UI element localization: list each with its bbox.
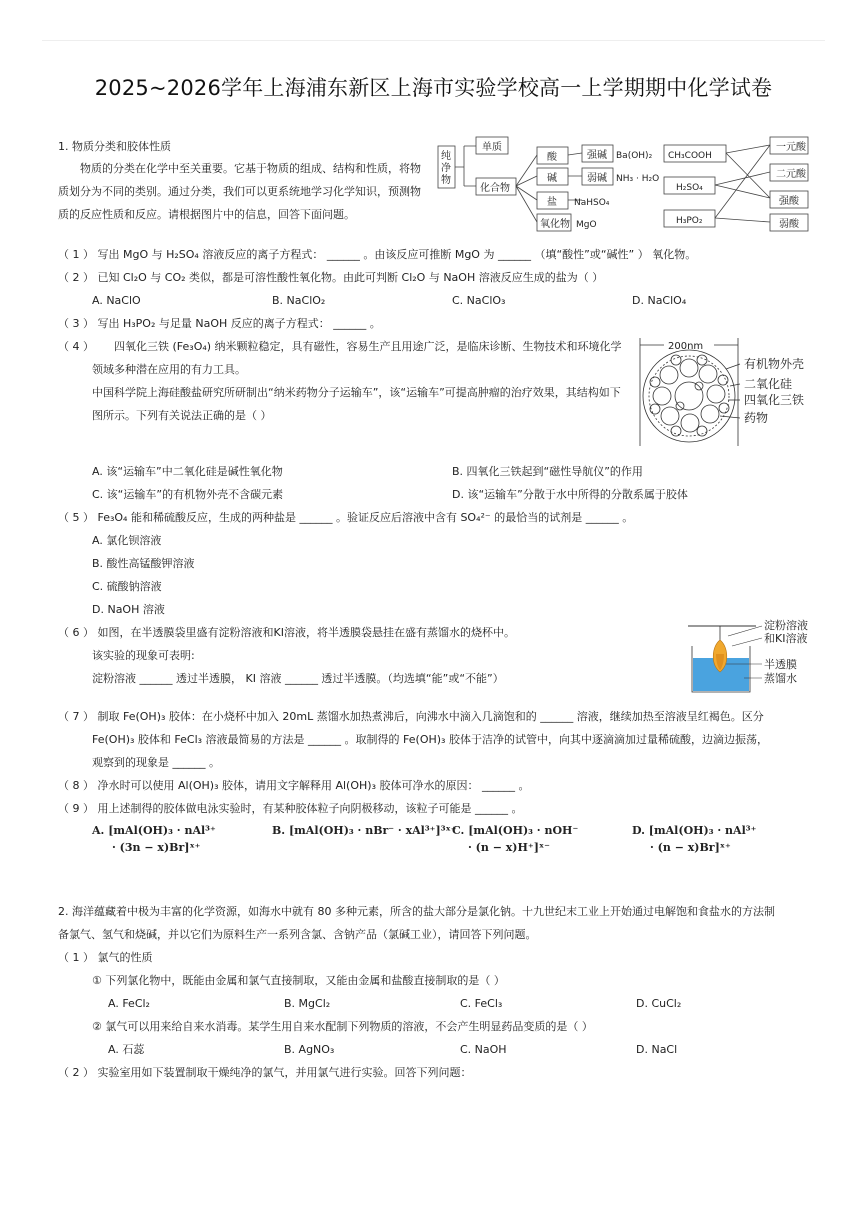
q1-sub4-number: （ 4 ） [58, 340, 94, 353]
q2-sub1-q1-option-b[interactable]: B. MgCl₂ [284, 997, 331, 1010]
q2-sub1-q2-option-c[interactable]: C. NaOH [460, 1043, 507, 1056]
nano-label-silica: 二氧化硅 [744, 377, 793, 391]
q1-sub9-option-d-cont: · (n − x)Br]ˣ⁺ [650, 841, 731, 854]
q1-sub9-option-c[interactable]: C. [mAl(OH)₃ · nOH⁻ [452, 824, 579, 837]
q1-sub2: （ 2 ） 已知 Cl₂O 与 CO₂ 类似，都是可溶性酸性氧化物。由此可判断 Cl₂O 与 NaOH 溶液反应生成的盐为（ ） [58, 271, 604, 284]
chart-example-nahso4: NaHSO₄ [574, 198, 610, 208]
q1-sub9-option-d[interactable]: D. [mAl(OH)₃ · nAl³⁺ [632, 824, 757, 837]
q1-sub5-option-b[interactable]: B. 酸性高锰酸钾溶液 [92, 557, 195, 570]
chart-node-base: 碱 [547, 173, 557, 184]
q1-sub5: （ 5 ） Fe₃O₄ 能和稀硫酸反应，生成的两种盐是 ______ 。验证反应后溶液中含有 SO₄²⁻ 的最恰当的试剂是 ______ 。 [58, 511, 634, 524]
chart-example-nh3h2o: NH₃ · H₂O [616, 174, 660, 184]
header-divider [42, 40, 825, 41]
q1-sub6-line1: （ 6 ） 如图，在半透膜袋里盛有淀粉溶液和KI溶液，将半透膜袋悬挂在盛有蒸馏水的烧杯中。 [58, 626, 515, 639]
chart-node-weak-base: 弱碱 [587, 173, 607, 184]
nano-label-fe3o4: 四氧化三铁 [744, 393, 805, 407]
q1-heading: 1. 物质分类和胶体性质 [58, 140, 171, 153]
chart-type-monoprotic: 一元酸 [776, 142, 806, 153]
q2-sub1-q2-option-a[interactable]: A. 石蕊 [108, 1043, 145, 1056]
q1-sub7-line3: 观察到的现象是 ______ 。 [92, 756, 220, 769]
q1-sub2-option-a[interactable]: A. NaClO [92, 294, 141, 307]
q2-sub1-q1-option-a[interactable]: A. FeCl₂ [108, 997, 150, 1010]
nano-scale-label: 200nm [668, 341, 704, 352]
nano-label-shell: 有机物外壳 [744, 357, 805, 371]
chart-root-3: 物 [441, 175, 451, 186]
q1-sub2-option-d[interactable]: D. NaClO₄ [632, 294, 687, 307]
chart-node-strong-base: 强碱 [587, 150, 607, 161]
q1-sub4-option-a[interactable]: A. 该“运输车”中二氧化硅是碱性氧化物 [92, 465, 283, 478]
beaker-label-ki: 和KI溶液 [764, 632, 808, 645]
q1-sub2-option-c[interactable]: C. NaClO₃ [452, 294, 506, 307]
beaker-label-water: 蒸馏水 [764, 672, 797, 685]
chart-node-elemental: 单质 [482, 142, 502, 153]
q1-sub8: （ 8 ） 净水时可以使用 Al(OH)₃ 胶体，请用文字解释用 Al(OH)₃ 胶体可净水的原因： ______ 。 [58, 779, 530, 792]
q2-intro-line1: 2. 海洋蕴藏着中极为丰富的化学资源，如海水中就有 80 多种元素，所含的盐大部分是氯化钠。十九世纪末工业上开始通过电解饱和食盐水的方法制 [58, 905, 775, 918]
q1-sub5-option-c[interactable]: C. 硫酸钠溶液 [92, 580, 162, 593]
q1-sub4-option-c[interactable]: C. 该“运输车”的有机物外壳不含碳元素 [92, 488, 284, 501]
q1-sub4-option-b[interactable]: B. 四氧化三铁起到“磁性导航仪”的作用 [452, 465, 643, 478]
q2-intro-line2: 备氯气、氢气和烧碱，并以它们为原料生产一系列含氯、含钠产品（氯碱工业），请回答下列问题。 [58, 928, 537, 941]
q1-sub7-line2: Fe(OH)₃ 胶体和 FeCl₃ 溶液最简易的方法是 ______ 。取制得的 Fe(OH)₃ 胶体于洁净的试管中，向其中逐滴滴加过量稀硫酸，边滴边振荡， [92, 733, 768, 746]
q1-sub3: （ 3 ） 写出 H₃PO₂ 与足量 NaOH 反应的离子方程式： ______ 。 [58, 317, 381, 330]
beaker-label-membrane: 半透膜 [764, 658, 797, 671]
q1-sub9-option-b[interactable]: B. [mAl(OH)₃ · nBr⁻ · xAl³⁺]³ˣ⁺ [272, 824, 457, 837]
chart-acid-ch3cooh: CH₃COOH [668, 151, 712, 161]
page-title: 2025~2026学年上海浦东新区上海市实验学校高一上学期期中化学试卷 [94, 76, 773, 100]
chart-type-strong: 强酸 [779, 196, 799, 207]
q1-sub9-option-c-cont: · (n − x)H⁺]ˣ⁻ [468, 841, 550, 854]
classification-chart [436, 134, 812, 234]
q1-sub5-option-a[interactable]: A. 氯化钡溶液 [92, 534, 162, 547]
chart-node-oxide: 氧化物 [540, 219, 570, 230]
chart-node-salt: 盐 [547, 197, 557, 208]
q1-sub2-option-b[interactable]: B. NaClO₂ [272, 294, 326, 307]
q1-sub6-line2: 该实验的现象可表明: [92, 649, 195, 662]
q1-sub7-line1: （ 7 ） 制取 Fe(OH)₃ 胶体：在小烧杯中加入 20mL 蒸馏水加热煮沸后，向沸水中滴入几滴饱和的 ______ 溶液，继续加热至溶液呈红褐色。区分 [58, 710, 764, 723]
chart-root-1: 纯 [441, 151, 451, 162]
chart-node-compound: 化合物 [480, 183, 510, 194]
q1-sub9: （ 9 ） 用上述制得的胶体做电泳实验时，有某种胶体粒子向阴极移动，该粒子可能是 ______ 。 [58, 802, 523, 815]
chart-type-weak: 弱酸 [779, 219, 799, 230]
q1-sub4-text1: 四氧化三铁 (Fe₃O₄) 纳米颗粒稳定，具有磁性，容易生产且用途广泛，是临床诊断、生物技术和环境化学领域多种潜在应用的有力工具。 [92, 340, 622, 376]
beaker-label-starch: 淀粉溶液 [764, 619, 808, 632]
chart-acid-h2so4: H₂SO₄ [676, 183, 703, 193]
q2-sub1-q1-option-c[interactable]: C. FeCl₃ [460, 997, 503, 1010]
q2-sub1-question1: ① 下列氯化物中，既能由金属和氯气直接制取，又能由金属和盐酸直接制取的是（ ） [92, 974, 505, 987]
chart-example-baoh2: Ba(OH)₂ [616, 151, 653, 161]
q1-sub6-line3: 淀粉溶液 ______ 透过半透膜， KI 溶液 ______ 透过半透膜。（均选填“能”或“不能”） [92, 672, 504, 685]
q1-sub5-option-d[interactable]: D. NaOH 溶液 [92, 603, 165, 616]
q2-sub2: （ 2 ） 实验室用如下装置制取干燥纯净的氯气，并用氯气进行实验。回答下列问题： [58, 1066, 472, 1079]
q2-sub1-question2: ② 氯气可以用来给自来水消毒。某学生用自来水配制下列物质的溶液，不会产生明显药品变质的是（ ） [92, 1020, 593, 1033]
beaker-figure [686, 616, 814, 696]
chart-acid-h3po2: H₃PO₂ [676, 216, 703, 226]
q2-sub1-q2-option-d[interactable]: D. NaCl [636, 1043, 678, 1056]
q2-sub1-q2-option-b[interactable]: B. AgNO₃ [284, 1043, 335, 1056]
chart-example-mgo: MgO [576, 220, 597, 230]
q2-sub1: （ 1 ） 氯气的性质 [58, 951, 153, 964]
q1-sub9-option-a[interactable]: A. [mAl(OH)₃ · nAl³⁺ [92, 824, 216, 837]
nano-carrier-figure [636, 336, 816, 448]
q1-sub9-option-a-cont: · (3n − x)Br]ˣ⁺ [112, 841, 201, 854]
q2-sub1-q1-option-d[interactable]: D. CuCl₂ [636, 997, 682, 1010]
q1-sub1: （ 1 ） 写出 MgO 与 H₂SO₄ 溶液反应的离子方程式： ______ 。由该反应可推断 MgO 为 ______ （填“酸性”或“碱性” ） 氧化物。 [58, 248, 697, 261]
q1-sub4-option-d[interactable]: D. 该“运输车”分散于水中所得的分散系属于胶体 [452, 488, 688, 501]
chart-root-2: 净 [441, 163, 451, 174]
chart-type-diprotic: 二元酸 [776, 169, 806, 180]
q1-sub4-text2: 中国科学院上海硅酸盐研究所研制出“纳米药物分子运输车”，该“运输车”可提高肿瘤的治疗效果，其结构如下图所示。下列有关说法正确的是（ ） [92, 386, 621, 422]
nano-label-drug: 药物 [744, 411, 769, 425]
q1-intro: 物质的分类在化学中至关重要。它基于物质的组成、结构和性质，将物质划分为不同的类别。通过分类，我们可以更系统地学习化学知识，预测物质的反应性质和反应。请根据图片中的信息，回答下面问题。 [58, 162, 421, 221]
chart-node-acid: 酸 [547, 152, 557, 163]
